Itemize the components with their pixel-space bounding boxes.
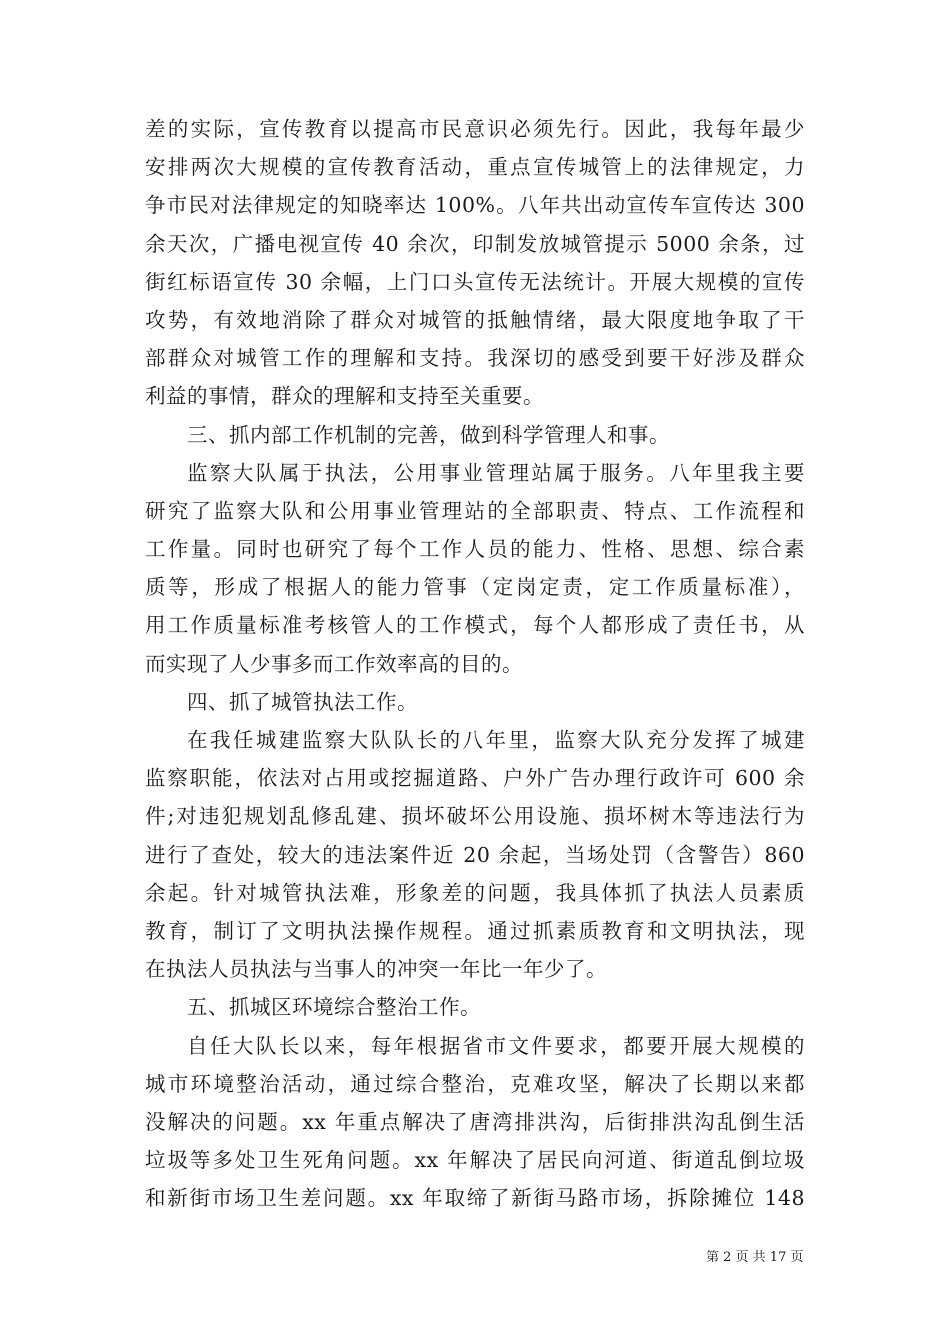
- text-line: 工作量。同时也研究了每个工作人员的能力、性格、思想、综合素: [145, 537, 805, 562]
- text-line: 余起。针对城管执法难，形象差的问题，我具体抓了执法人员素质: [145, 880, 805, 905]
- text-line: 而实现了人少事多而工作效率高的目的。: [145, 651, 523, 676]
- section-heading: 三、抓内部工作机制的完善，做到科学管理人和事。: [187, 422, 670, 447]
- text-line: 争市民对法律规定的知晓率达 100%。八年共出动宣传车宣传达 300: [145, 193, 805, 218]
- document-body: [145, 110, 805, 1217]
- text-line: 教育，制订了文明执法操作规程。通过抓素质教育和文明执法，现: [145, 918, 805, 943]
- text-line: 件;对违犯规划乱修乱建、损坏破坏公用设施、损坏树木等违法行为: [145, 804, 805, 829]
- section-heading: 五、抓城区环境综合整治工作。: [187, 995, 481, 1020]
- text-line: 差的实际，宣传教育以提高市民意识必须先行。因此，我每年最少: [145, 117, 805, 141]
- text-line: 在我任城建监察大队队长的八年里，监察大队充分发挥了城建: [187, 728, 805, 752]
- page-number-footer: 第 2 页 共 17 页: [706, 1250, 804, 1265]
- text-line: 街红标语宣传 30 余幅，上门口头宣传无法统计。开展大规模的宣传: [145, 269, 805, 294]
- text-line: 质等，形成了根据人的能力管事（定岗定责，定工作质量标准），: [145, 575, 805, 600]
- text-line: 利益的事情，群众的理解和支持至关重要。: [145, 384, 544, 409]
- text-line: 安排两次大规模的宣传教育活动，重点宣传城管上的法律规定，力: [145, 155, 805, 180]
- text-line: 城市环境整治活动，通过综合整治，克难攻坚，解决了长期以来都: [145, 1071, 805, 1096]
- text-line: 部群众对城管工作的理解和支持。我深切的感受到要干好涉及群众: [145, 346, 805, 371]
- text-line: 监察职能，依法对占用或挖掘道路、户外广告办理行政许可 600 余: [145, 766, 805, 791]
- text-line: 用工作质量标准考核管人的工作模式，每个人都形成了责任书，从: [145, 613, 805, 638]
- text-line: 余天次，广播电视宣传 40 余次，印制发放城管提示 5000 余条，过: [145, 231, 805, 256]
- text-line: 垃圾等多处卫生死角问题。xx 年解决了居民向河道、街道乱倒垃圾: [145, 1148, 805, 1173]
- text-line: 研究了监察大队和公用事业管理站的全部职责、特点、工作流程和: [145, 498, 805, 523]
- text-line: 监察大队属于执法，公用事业管理站属于服务。八年里我主要: [187, 460, 805, 485]
- text-line: 进行了查处，较大的违法案件近 20 余起，当场处罚（含警告）860: [145, 842, 805, 867]
- text-line: 攻势，有效地消除了群众对城管的抵触情绪，最大限度地争取了干: [145, 307, 805, 332]
- text-line: 自任大队长以来，每年根据省市文件要求，都要开展大规模的: [187, 1033, 805, 1058]
- text-line: 没解决的问题。xx 年重点解决了唐湾排洪沟，后街排洪沟乱倒生活: [145, 1109, 805, 1134]
- section-heading: 四、抓了城管执法工作。: [187, 689, 418, 714]
- text-line: 在执法人员执法与当事人的冲突一年比一年少了。: [145, 957, 607, 982]
- text-line: 和新街市场卫生差问题。xx 年取缔了新街马路市场，拆除摊位 148: [145, 1186, 805, 1211]
